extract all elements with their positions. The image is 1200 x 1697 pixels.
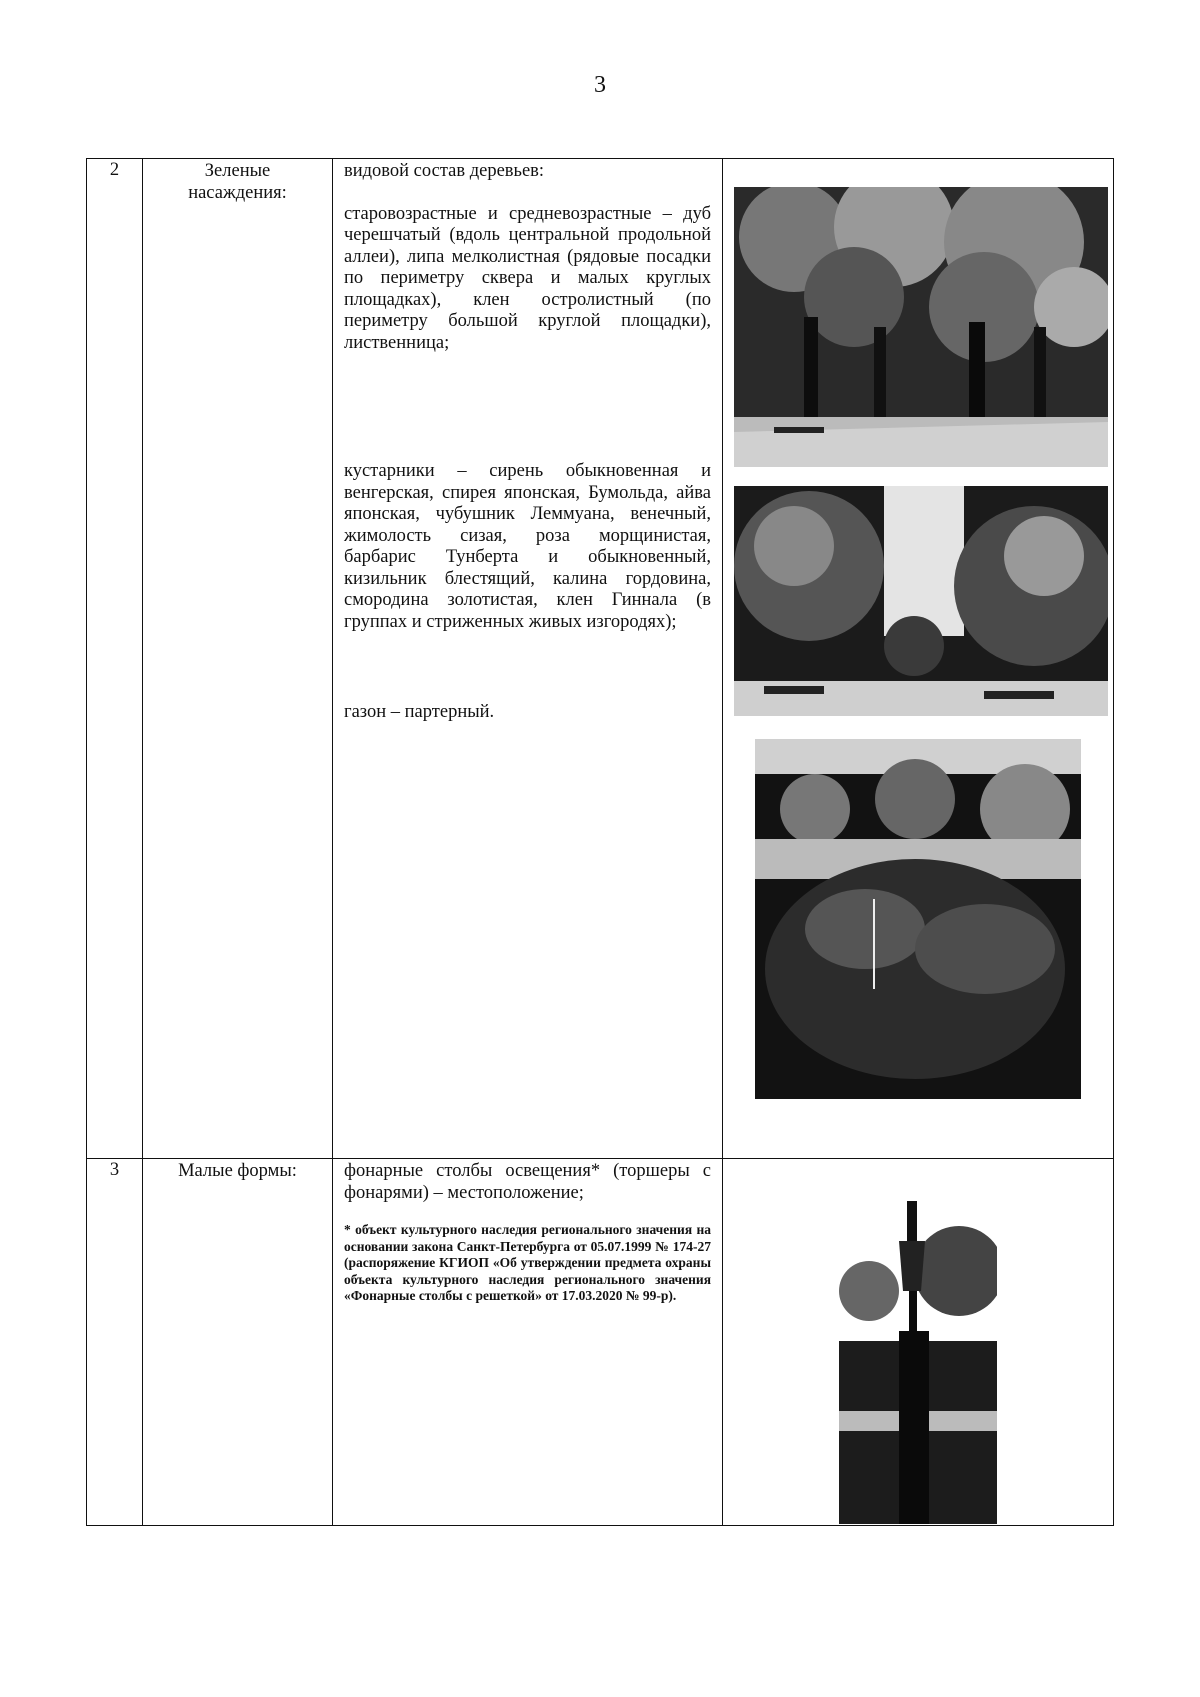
row-description	[333, 159, 723, 1159]
row-name-line1: Зеленые	[204, 161, 271, 181]
shrubs-text: кустарники – сирень обыкновенная и венгерская, спирея японская, Бумольда, айва японская, чубушник Леммуана, венечный, жимолость сизая, роза морщинистая, барбарис Тунберта и обыкновенный, кизильник блестящий, калина гордовина, смородина золотистая, клен Гиннала (в группах и стриженных живых изгородях);	[344, 461, 711, 632]
row-photos	[723, 159, 1114, 1159]
lawn-text: газон – партерный.	[344, 702, 495, 722]
row-number: 3	[87, 1159, 143, 1526]
table-row-small-forms	[87, 1159, 1114, 1526]
row-description	[333, 1159, 723, 1526]
row-number: 2	[87, 159, 143, 1159]
row-name	[143, 159, 333, 1159]
species-intro: видовой состав деревьев:	[344, 161, 545, 181]
trees-text: старовозрастные и средневозрастные – дуб черешчатый (вдоль центральной продольной аллеи), липа мелколистная (рядовые посадки по периметру сквера и малых круглых площадках), клен остролистный (по периметру большой круглой площадки), лиственница;	[344, 203, 711, 353]
photo-lawn	[755, 739, 1081, 1099]
photo-shrubs	[734, 486, 1108, 716]
photo-lamp-post	[839, 1181, 997, 1524]
footnote: * объект культурного наследия регионального значения на основании закона Санкт-Петербурга от 05.07.1999 № 174-27 (распоряжение КГИОП «Об утверждении предмета охраны объекта культурного наследия регионального значения «Фонарные столбы с решеткой» от 17.03.2020 № 99-р).	[344, 1222, 711, 1303]
row-photos	[723, 1159, 1114, 1526]
table-row-green-spaces	[87, 159, 1114, 1159]
lamp-posts-text: фонарные столбы освещения* (торшеры с фонарями) – местоположение;	[344, 1161, 711, 1203]
row-name: Малые формы:	[143, 1159, 333, 1526]
photo-tree-alley	[734, 187, 1108, 467]
page-number: 3	[594, 72, 606, 98]
row-name-line2: насаждения:	[188, 182, 287, 203]
subject-of-protection-table	[86, 158, 1114, 1526]
